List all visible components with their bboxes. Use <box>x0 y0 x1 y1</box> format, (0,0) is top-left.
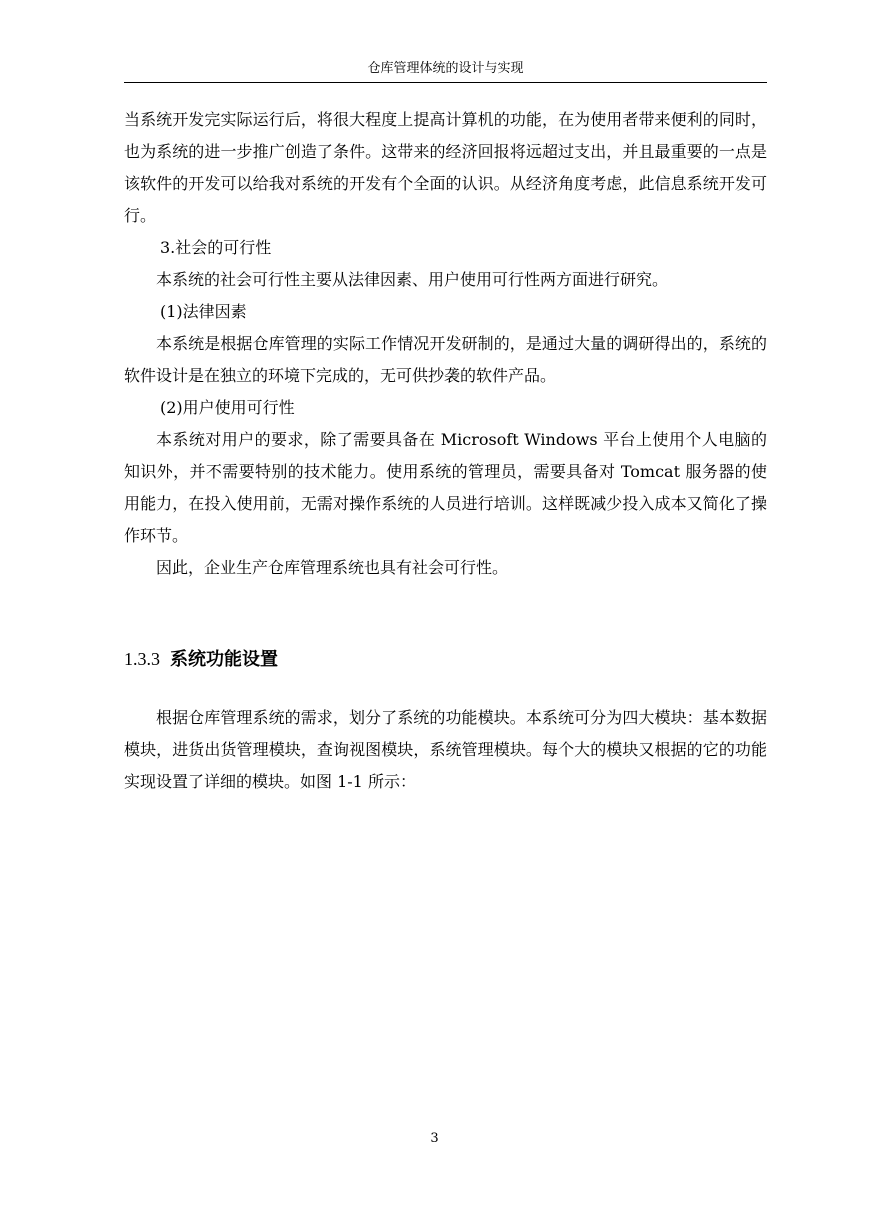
subheading-social-feasibility: 3.社会的可行性 <box>160 238 272 257</box>
section-number: 1.3.3 <box>124 649 160 669</box>
paragraph-economic-conclusion: 当系统开发完实际运行后，将很大程度上提高计算机的功能，在为使用者带来便利的同时，也为系统的进一步推广创造了条件。这带来的经济回报将远超过支出，并且最重要的一点是该软件的开发可以给我对系统的开发有个全面的认识。从经济角度考虑，此信息系统开发可行。 <box>124 110 767 225</box>
paragraph-function-modules: 根据仓库管理系统的需求，划分了系统的功能模块。本系统可分为四大模块：基本数据模块，进货出货管理模块，查询视图模块，系统管理模块。每个大的模块又根据的它的功能实现设置了详细的模块。如图 1-1 所示： <box>124 708 767 791</box>
paragraph-user-feasibility: 本系统对用户的要求，除了需要具备在 Microsoft Windows 平台上使用个人电脑的知识外，并不需要特别的技术能力。使用系统的管理员，需要具备对 Tomcat 服务器的使用能力，在投入使用前，无需对操作系统的人员进行培训。这样既减少投入成本又简化了操作环节。 <box>124 430 767 545</box>
header-title: 仓库管理体统的设计与实现 <box>367 61 524 76</box>
paragraph-social-conclusion: 因此，企业生产仓库管理系统也具有社会可行性。 <box>156 558 509 577</box>
subheading-user-feasibility: (2)用户使用可行性 <box>160 398 295 417</box>
section-title: 系统功能设置 <box>170 649 278 670</box>
section-heading <box>124 646 278 673</box>
section-body-text <box>124 702 767 798</box>
page-number: 3 <box>430 1131 439 1146</box>
subheading-legal-factors: (1)法律因素 <box>160 302 247 321</box>
paragraph-legal-factors: 本系统是根据仓库管理的实际工作情况开发研制的，是通过大量的调研得出的，系统的软件设计是在独立的环境下完成的，无可供抄袭的软件产品。 <box>124 334 767 385</box>
paragraph-social-intro: 本系统的社会可行性主要从法律因素、用户使用可行性两方面进行研究。 <box>156 270 669 289</box>
body-text <box>124 104 767 584</box>
page-header <box>124 60 767 83</box>
